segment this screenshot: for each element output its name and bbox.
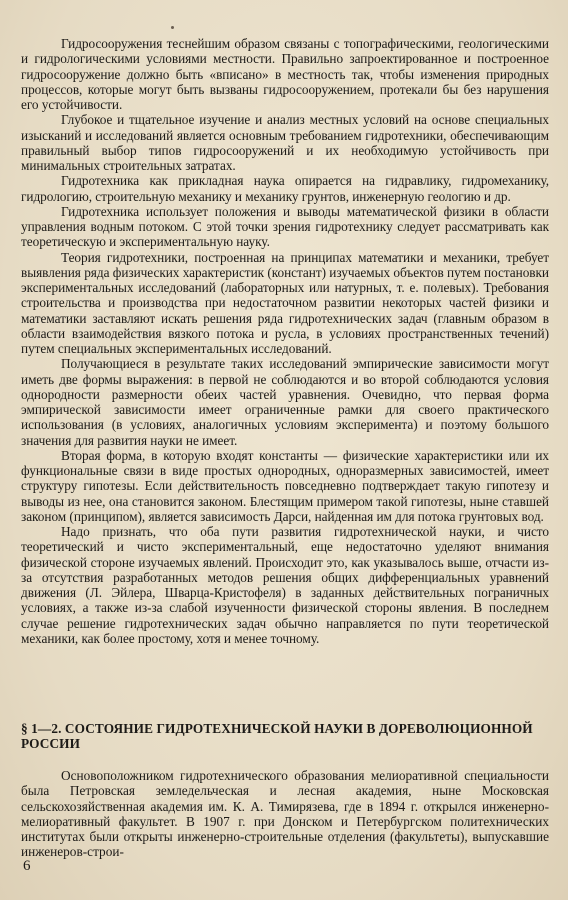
paragraph-5: Теория гидротехники, построенная на принципах математики и механики, требует выявления ряда физических характеристик (констант) изучаемых объектов путем постановки экспериментальных исследований (лабораторных или натурных, т. е. полевых). Требования строительства и производства при недостаточном развитии некоторых частей физики и математики заставляют искать решения ряда гидротехнических задач (главным образом в области взаимодействия вязкого потока и русла, в условиях пространственных течений) путем специальных экспериментальных исследований. xyxy=(21,249,549,356)
paragraph-3: Гидротехника как прикладная наука опирается на гидравлику, гидромеханику, гидрологию, строительную механику и механику грунтов, инженерную геологию и др. xyxy=(21,173,549,204)
section-body xyxy=(21,768,549,860)
paragraph-1: Гидросооружения теснейшим образом связаны с топографическими, геологическими и гидрологическими условиями местности. Правильно запроектированное и построенное гидросооружение должно быть «вписано» в местность так, чтобы изменения природных процессов, которые могут быть вызваны гидросооружением, протекали бы без нарушения его устойчивости. xyxy=(21,36,549,112)
body-text xyxy=(21,36,549,646)
page-number: 6 xyxy=(23,858,31,874)
paragraph-8: Надо признать, что оба пути развития гидротехнической науки, и чисто теоретический и чисто экспериментальный, еще недостаточно уделяют внимания физической стороне изучаемых явлений. Происходит это, как указывалось выше, отчасти из-за отсутствия разработанных методов решения общих дифференциальных уравнений движения (Л. Эйлера, Шварца-Кристофеля) в заданных действительных пограничных условиях, а также из-за слабой изученности физической стороны явления. В последнем случае решение гидротехнических задач обычно направляется по пути теоретической механики, как более простому, хотя и менее точному. xyxy=(21,524,549,646)
paragraph-2: Глубокое и тщательное изучение и анализ местных условий на основе специальных изысканий и исследований является основным требованием гидротехники, обеспечивающим правильный выбор типов гидросооружений и их необходимую устойчивость при минимальных строительных затратах. xyxy=(21,112,549,173)
print-speck xyxy=(171,26,174,29)
paragraph-4: Гидротехника использует положения и выводы математической физики в области управления водным потоком. С этой точки зрения гидротехнику следует рассматривать как теоретическую и экспериментальную науку. xyxy=(21,203,549,250)
section-paragraph: Основоположником гидротехнического образования мелиоративной специальности была Петровская земледельческая и лесная академия, ныне Московская сельскохозяйственная академия им. К. А. Тимирязева, где в 1894 г. открылся инженерно-мелиоративный факультет. В 1907 г. при Донском и Петербургском политехнических институтах были открыты инженерно-строительные отделения (факультеты), выпускавшие инженеров-строи- xyxy=(21,768,549,860)
paragraph-7: Вторая форма, в которую входят константы — физические характеристики или их функциональные связи в виде простых однородных, одноразмерных зависимостей, имеет структуру гипотезы. Если действительность повседневно подтверждает такую гипотезу и выводы из нее, она становится законом. Блестящим примером такой гипотезы, ныне ставшей законом (принципом), является зависимость Дарси, найденная им для потока грунтовых вод. xyxy=(21,447,549,524)
section-heading: § 1—2. СОСТОЯНИЕ ГИДРОТЕХНИЧЕСКОЙ НАУКИ В ДОРЕВОЛЮЦИОННОЙ РОССИИ xyxy=(21,721,533,752)
paragraph-6: Получающиеся в результате таких исследований эмпирические зависимости могут иметь две формы выражения: в первой не соблюдаются и во второй соблюдаются условия однородности размерности обеих частей уравнения. Очевидно, что первая форма эмпирической зависимости имеет ограниченные рамки для своего практического использования (в условиях, аналогичных условиям эксперимента) и поэтому большого значения для развития науки не имеет. xyxy=(21,356,549,448)
